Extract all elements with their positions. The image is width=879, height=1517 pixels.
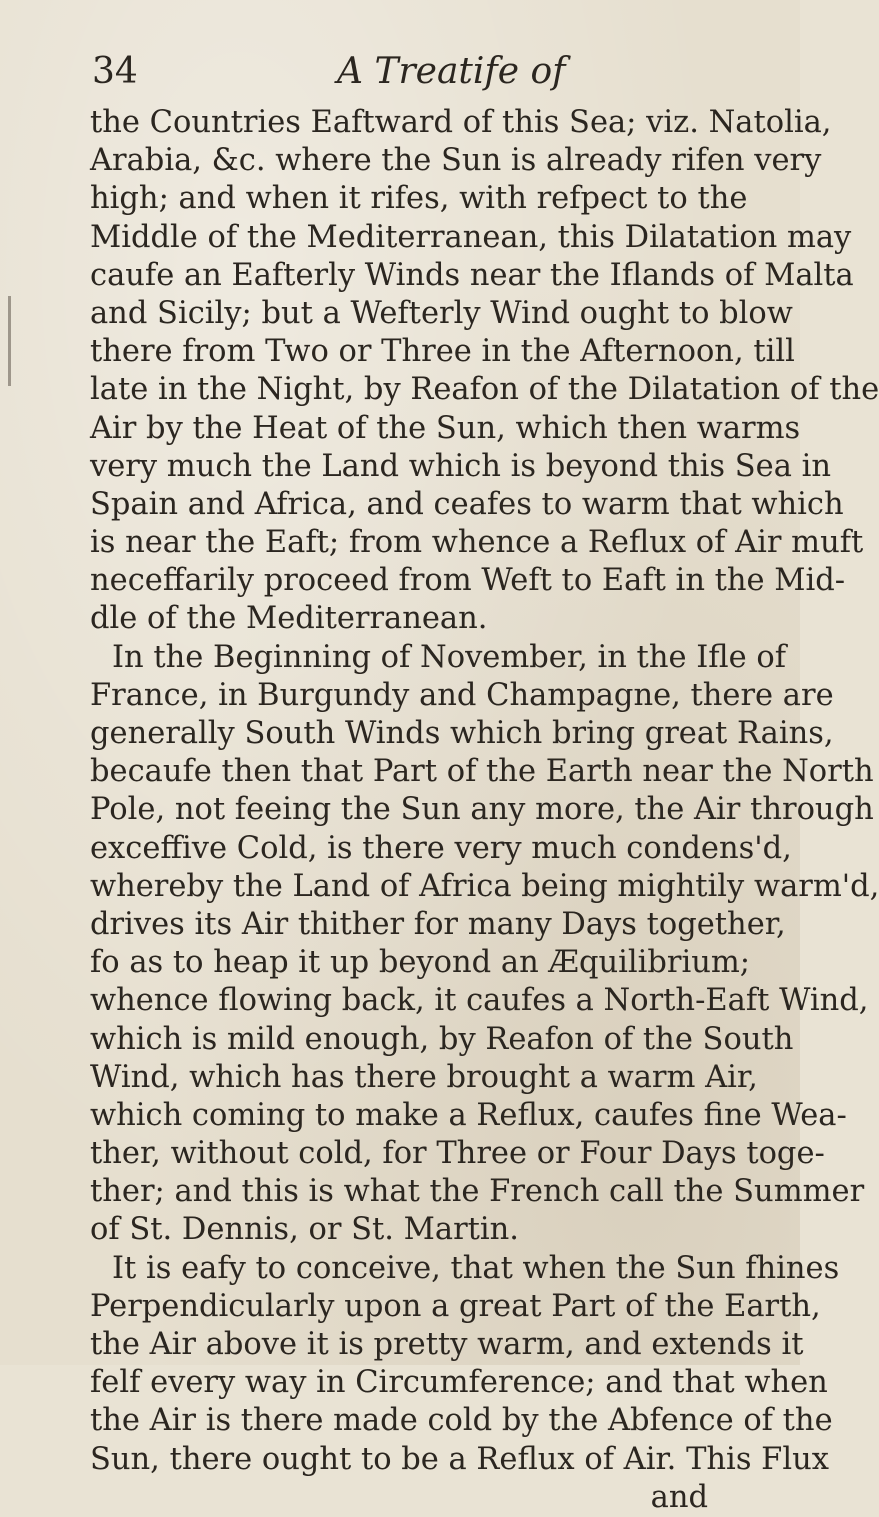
paragraph-start-line: In the Beginning of November, in the Ifle of (112, 639, 786, 675)
text-line: exceffive Cold, is there very much condens'd, (90, 830, 792, 866)
text-line: Arabia, &c. where the Sun is already rifen very (90, 143, 822, 179)
text-line: Sun, there ought to be a Reflux of Air. This Flux (90, 1441, 829, 1477)
text-line: felf every way in Circumference; and that when (90, 1365, 828, 1401)
text-line: and Sicily; but a Wefterly Wind ought to blow (90, 295, 793, 331)
text-line: there from Two or Three in the Afternoon, till (90, 334, 795, 370)
text-line: caufe an Eafterly Winds near the Iflands of Malta (90, 257, 854, 293)
text-line: whereby the Land of Africa being mightily warm'd, (90, 868, 879, 904)
text-line: is near the Eaft; from whence a Reflux of Air muft (90, 525, 864, 561)
text-line: drives its Air thither for many Days together, (90, 906, 786, 942)
text-line: whence flowing back, it caufes a North-Eaft Wind, (90, 983, 869, 1019)
paragraph-start-line: It is eafy to conceive, that when the Sun fhines (112, 1250, 840, 1286)
text-line: Spain and Africa, and ceafes to warm that which (90, 486, 844, 522)
text-line: ther, without cold, for Three or Four Days toge- (90, 1136, 825, 1172)
text-line: dle of the Mediterranean. (90, 601, 488, 637)
text-line: neceffarily proceed from Weft to Eaft in the Mid- (90, 563, 846, 599)
page-number: 34 (92, 51, 138, 92)
margin-mark (8, 296, 11, 386)
body-text (90, 104, 879, 1517)
text-line: which coming to make a Reflux, caufes fine Wea- (90, 1097, 847, 1133)
text-line: fo as to heap it up beyond an Æquilibrium; (90, 945, 751, 981)
text-line: generally South Winds which bring great Rains, (90, 716, 834, 751)
text-line: of St. Dennis, or St. Martin. (90, 1212, 519, 1248)
text-line: the Air above it is pretty warm, and extends it (90, 1327, 804, 1362)
running-head (92, 52, 740, 92)
catchword: and (650, 1479, 708, 1515)
text-line: Air by the Heat of the Sun, which then warms (90, 410, 801, 446)
text-line: late in the Night, by Reafon of the Dilatation of the (90, 372, 879, 408)
running-title: A Treatife of (337, 51, 566, 92)
text-line: Wind, which has there brought a warm Air, (90, 1059, 758, 1095)
text-line: becaufe then that Part of the Earth near the North (90, 754, 874, 790)
text-line: ther; and this is what the French call the Summer (90, 1174, 865, 1210)
text-line: high; and when it rifes, with refpect to the (90, 181, 748, 217)
text-line: the Countries Eaftward of this Sea; viz. Natolia, (90, 105, 832, 140)
text-line: Pole, not feeing the Sun any more, the Air through (90, 792, 874, 828)
text-line: Perpendicularly upon a great Part of the Earth, (90, 1288, 821, 1324)
text-line: France, in Burgundy and Champagne, there are (90, 677, 834, 713)
text-line: which is mild enough, by Reafon of the South (90, 1021, 794, 1057)
text-line: the Air is there made cold by the Abfence of the (90, 1403, 833, 1439)
text-line: Middle of the Mediterranean, this Dilatation may (90, 219, 852, 255)
text-line: very much the Land which is beyond this Sea in (90, 448, 831, 484)
